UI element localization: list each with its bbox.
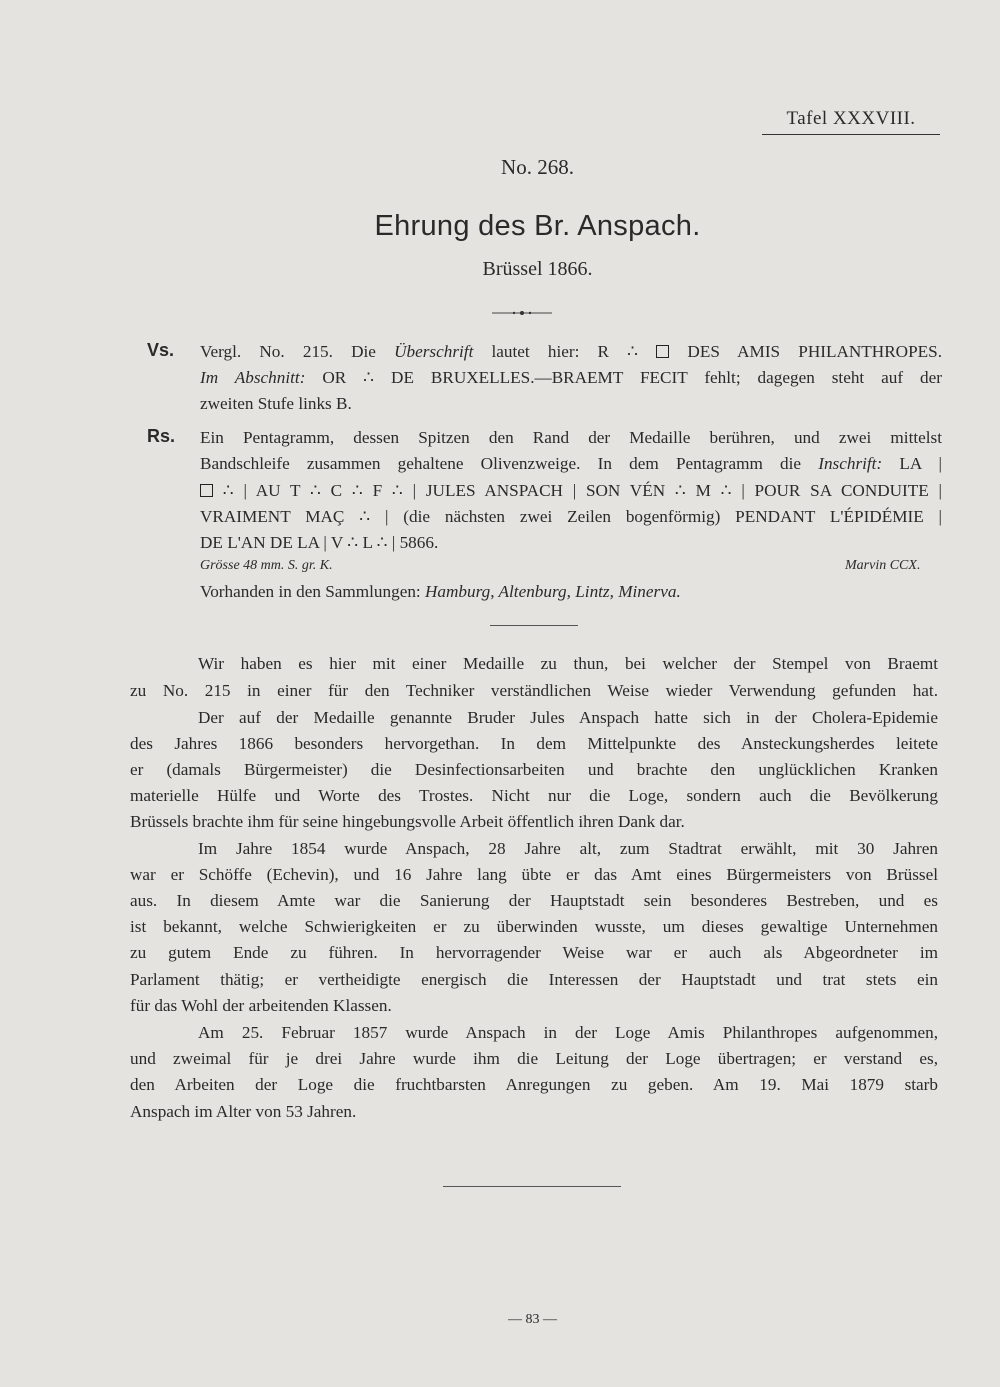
body-line: materielle Hülfe und Worte des Trostes. Nicht nur die Loge, sondern auch die Bevölkerung [130, 786, 938, 805]
body-line: ist bekannt, welche Schwierigkeiten er zu überwinden wusste, um dieses gewaltige Unternehmen [130, 917, 938, 936]
body-line: Am 25. Februar 1857 wurde Anspach in der Loge Amis Philanthropes aufgenommen, [198, 1023, 938, 1042]
body-line: Der auf der Medaille genannte Bruder Jules Anspach hatte sich in der Cholera-Epidemie [198, 708, 938, 727]
body-line: zu No. 215 in einer für den Techniker verständlichen Weise wieder Verwendung gefunden hat. [130, 681, 938, 700]
place-date: Brüssel 1866. [482, 258, 593, 280]
obverse-label: Vs. [147, 340, 175, 360]
entry-number: No. 268. [501, 155, 574, 179]
body-line: war er Schöffe (Echevin), und 16 Jahre lang übte er das Amt eines Bürgermeisters von Brüssel [130, 865, 938, 884]
size-note: Grösse 48 mm. S. gr. K. [200, 558, 333, 573]
plate-number: Tafel XXXVIII. [762, 108, 940, 135]
body-line: des Jahres 1866 besonders hervorgethan. In dem Mittelpunkte des Ansteckungsherdes leitete [130, 734, 938, 753]
obverse-line-2: Im Abschnitt: OR ∴ DE BRUXELLES.—BRAEMT FECIT fehlt; dagegen steht auf der [200, 368, 942, 387]
reference-note: Marvin CCX. [845, 558, 921, 573]
end-divider [443, 1186, 621, 1187]
body-line: Parlament thätig; er vertheidigte energisch die Interessen der Hauptstadt und trat stets ein [130, 970, 938, 989]
body-line: Anspach im Alter von 53 Jahren. [130, 1102, 357, 1121]
reverse-line-2: Bandschleife zusammen gehaltene Olivenzweige. In dem Pentagramm die Inschrift: LA | [200, 454, 942, 473]
body-line: Wir haben es hier mit einer Medaille zu thun, bei welcher der Stempel von Braemt [198, 654, 938, 673]
reverse-label: Rs. [147, 426, 176, 446]
page-number: — 83 — [508, 1312, 557, 1327]
body-line: zu gutem Ende zu führen. In hervorragender Weise war er auch als Abgeordneter im [130, 943, 938, 962]
body-line: den Arbeiten der Loge die fruchtbarsten Anregungen zu geben. Am 19. Mai 1879 starb [130, 1075, 938, 1094]
body-line: Brüssels brachte ihm für seine hingebungsvolle Arbeit öffentlich ihren Dank dar. [130, 812, 685, 831]
body-line: Im Jahre 1854 wurde Anspach, 28 Jahre alt, zum Stadtrat erwählt, mit 30 Jahren [198, 839, 938, 858]
reverse-line-4: VRAIMENT MAÇ ∴ | (die nächsten zwei Zeilen bogenförmig) PENDANT L'ÉPIDÉMIE | [200, 507, 942, 526]
reverse-line-1: Ein Pentagramm, dessen Spitzen den Rand der Medaille berühren, und zwei mittelst [200, 428, 942, 447]
ornament-divider [492, 310, 552, 316]
body-line: aus. In diesem Amte war die Sanierung der Hauptstadt sein besonderes Bestreben, und es [130, 891, 938, 910]
obverse-line-1: Vergl. No. 215. Die Überschrift lautet hier: R ∴ DES AMIS PHILANTHROPES. [200, 342, 942, 361]
section-divider [490, 625, 578, 626]
reverse-line-5: DE L'AN DE LA | V ∴ L ∴ | 5866. [200, 533, 439, 552]
body-line: und zweimal für je drei Jahre wurde ihm die Leitung der Loge übertragen; er verstand es, [130, 1049, 938, 1068]
body-line: für das Wohl der arbeitenden Klassen. [130, 996, 392, 1015]
entry-title: Ehrung des Br. Anspach. [374, 210, 701, 242]
body-line: er (damals Bürgermeister) die Desinfectionsarbeiten und brachte den unglücklichen Kranken [130, 760, 938, 779]
obverse-line-3: zweiten Stufe links B. [200, 394, 352, 413]
collections-line: Vorhanden in den Sammlungen: Hamburg, Altenburg, Lintz, Minerva. [200, 582, 681, 601]
reverse-line-3: ∴ | AU T ∴ C ∴ F ∴ | JULES ANSPACH | SON VÉN ∴ M ∴ | POUR SA CONDUITE | [200, 479, 942, 503]
